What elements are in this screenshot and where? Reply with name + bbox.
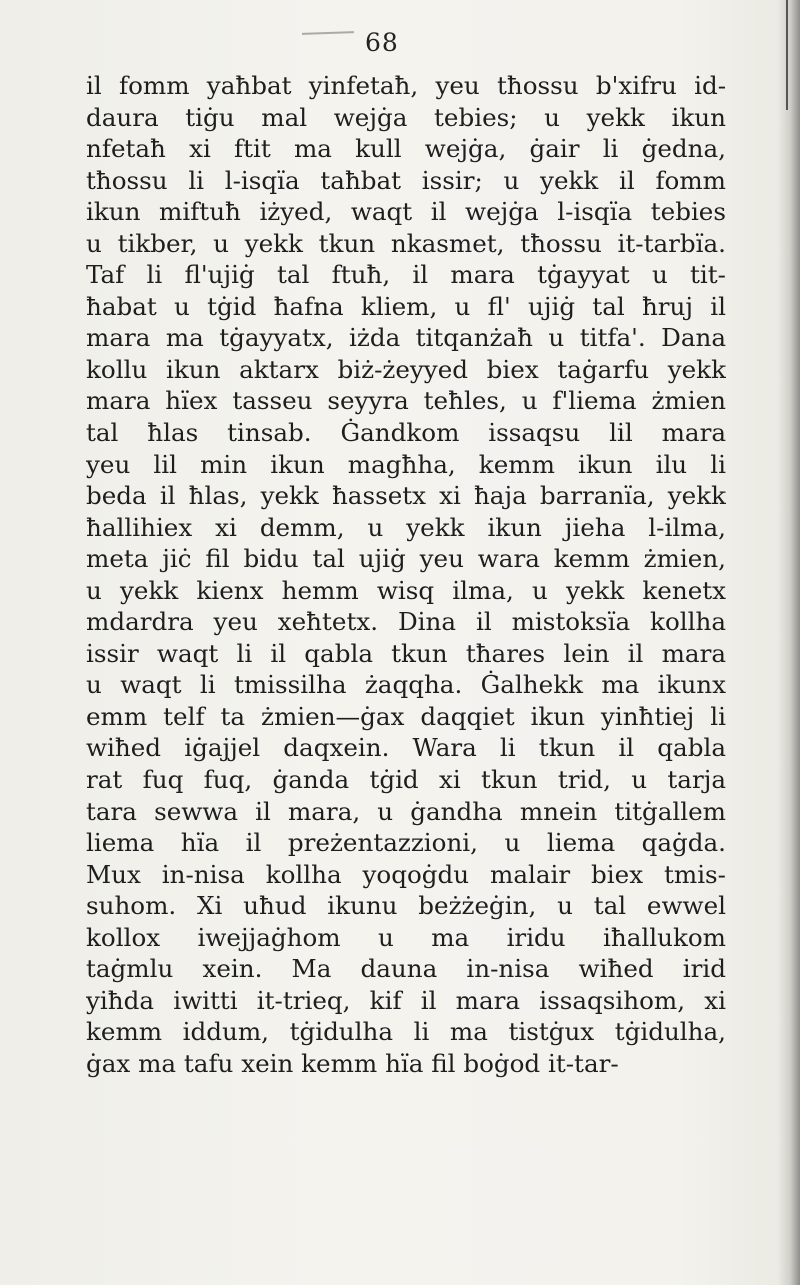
text-line: wiħed iġajjel daqxein. Wara li tkun il qabla — [86, 733, 726, 763]
text-line: nfetaħ xi ftit ma kull wejġa, ġair li ġedna, — [86, 134, 726, 164]
text-line: ħabat u tġid ħafna kliem, u fl' ujiġ tal ħruj il — [86, 291, 726, 321]
text-line: mdardra yeu xeħtetx. Dina il mistoksïa kollha — [86, 607, 726, 637]
text-line: meta jiċ fil bidu tal ujiġ yeu wara kemm żmien, — [86, 544, 726, 574]
text-line: u waqt li tmissilha żaqqha. Ġalhekk ma ikunx — [86, 670, 726, 700]
text-line: taġmlu xein. Ma dauna in-nisa wiħed irid — [86, 954, 726, 984]
text-line: ħallihiex xi demm, u yekk ikun jieha l-ilma, — [86, 512, 726, 542]
page-header — [0, 28, 800, 64]
text-line: tara sewwa il mara, u ġandha mnein titġallem — [86, 796, 726, 826]
text-line: yiħda iwitti it-trieq, kif il mara issaqsihom, xi — [86, 985, 726, 1015]
text-line: mara ma tġayyatx, iżda titqanżaħ u titfa'. Dana — [86, 323, 726, 353]
text-line: rat fuq fuq, ġanda tġid xi tkun trid, u tarja — [86, 765, 726, 795]
text-line: ġax ma tafu xein kemm hïa fil boġod it-tar- — [86, 1048, 619, 1078]
text-line: liema hïa il preżentazzioni, u liema qaġda. — [86, 828, 726, 858]
header-ink-mark — [302, 31, 354, 35]
text-line: kemm iddum, tġidulha li ma tistġux tġidulha, — [86, 1017, 726, 1047]
page-number: 68 — [365, 28, 399, 57]
text-line: kollox iwejjaġhom u ma iridu iħallukom — [86, 922, 726, 952]
text-line: suhom. Xi uħud ikunu beżżeġin, u tal ewwel — [86, 891, 726, 921]
text-line: u yekk kienx hemm wisq ilma, u yekk kenetx — [86, 575, 726, 605]
text-line: il fomm yaħbat yinfetaħ, yeu tħossu b'xifru id- — [86, 71, 726, 100]
text-line: tal ħlas tinsab. Ġandkom issaqsu lil mara — [86, 418, 726, 448]
text-line: ikun miftuħ iżyed, waqt il wejġa l-isqïa tebies — [86, 197, 726, 227]
text-line: tħossu li l-isqïa taħbat issir; u yekk il fomm — [86, 165, 726, 195]
page-edge-shadow — [778, 0, 800, 1285]
body-text — [86, 70, 726, 1080]
text-line: yeu lil min ikun magħha, kemm ikun ilu li — [86, 449, 726, 479]
text-line: Mux in-nisa kollha yoqoġdu malair biex tmis- — [86, 859, 726, 889]
text-line: emm telf ta żmien—ġax daqqiet ikun yinħtiej li — [86, 701, 726, 731]
text-line: beda il ħlas, yekk ħassetx xi ħaja barranïa, yekk — [86, 481, 726, 511]
text-line: issir waqt li il qabla tkun tħares lein il mara — [86, 638, 726, 668]
text-line: daura tiġu mal wejġa tebies; u yekk ikun — [86, 102, 726, 132]
text-line: mara hïex tasseu seyyra teħles, u f'liema żmien — [86, 386, 726, 416]
text-line: kollu ikun aktarx biż-żeyyed biex taġarfu yekk — [86, 354, 726, 384]
text-line: Taf li fl'ujiġ tal ftuħ, il mara tġayyat u tit- — [86, 260, 726, 290]
text-line: u tikber, u yekk tkun nkasmet, tħossu it-tarbïa. — [86, 228, 726, 258]
